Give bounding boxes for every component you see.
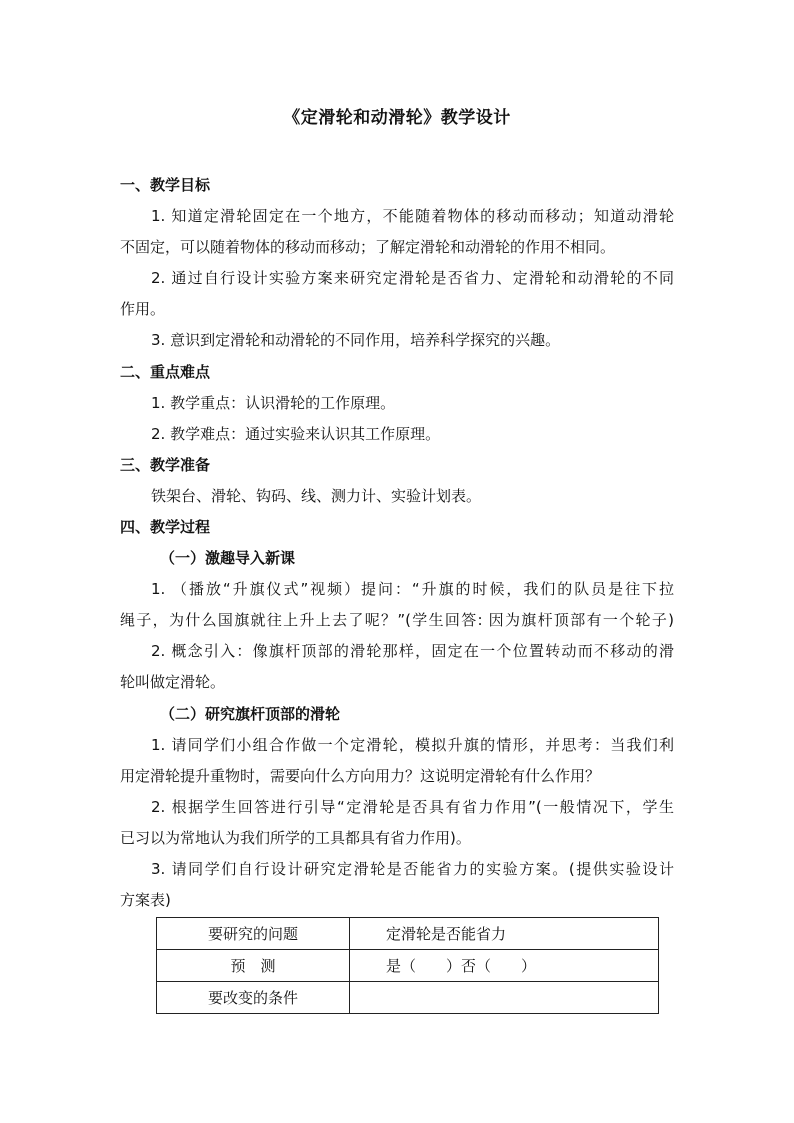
objective-2-line-1: 2. 通过自行设计实验方案来研究定滑轮是否省力、定滑轮和动滑轮的不同	[151, 269, 674, 287]
table-cell-label: 要改变的条件	[157, 982, 350, 1014]
step-b2-line-1: 2. 根据学生回答进行引导“定滑轮是否具有省力作用”(一般情况下，学生	[151, 798, 674, 816]
section-heading-objectives: 一、教学目标	[120, 176, 211, 194]
table-cell-value	[350, 982, 659, 1014]
step-a2-line-2: 轮叫做定滑轮。	[120, 673, 226, 691]
step-b3-line-2: 方案表)	[120, 891, 171, 909]
table-row	[157, 918, 659, 950]
objective-3: 3. 意识到定滑轮和动滑轮的不同作用，培养科学探究的兴趣。	[151, 331, 561, 349]
step-b3-line-1: 3. 请同学们自行设计研究定滑轮是否能省力的实验方案。(提供实验设计	[151, 860, 674, 878]
section-heading-preparation: 三、教学准备	[120, 456, 211, 474]
document-title: 《定滑轮和动滑轮》教学设计	[283, 108, 511, 128]
subsection-heading-1: （一）激趣导入新课	[160, 549, 296, 567]
section-heading-key-points: 二、重点难点	[120, 363, 211, 381]
step-b1-line-2: 用定滑轮提升重物时，需要向什么方向用力？这说明定滑轮有什么作用？	[120, 767, 601, 785]
table-row	[157, 950, 659, 982]
step-a2-line-1: 2. 概念引入：像旗杆顶部的滑轮那样，固定在一个位置转动而不移动的滑	[151, 642, 674, 660]
step-a1-line-2: 绳子，为什么国旗就往上升上去了呢？”(学生回答: 因为旗杆顶部有一个轮子)	[120, 611, 674, 629]
table-row	[157, 982, 659, 1014]
objective-2-line-2: 作用。	[120, 300, 166, 318]
step-a1-line-1: 1. （播放“升旗仪式”视频）提问：“升旗的时候，我们的队员是往下拉	[151, 580, 674, 598]
experiment-plan-table	[156, 917, 659, 1014]
objective-1-line-2: 不固定，可以随着物体的移动而移动；了解定滑轮和动滑轮的作用不相同。	[120, 238, 616, 256]
key-point-2: 2. 教学难点：通过实验来认识其工作原理。	[151, 425, 441, 443]
step-b1-line-1: 1. 请同学们小组合作做一个定滑轮，模拟升旗的情形，并思考：当我们利	[151, 736, 674, 754]
step-b2-line-2: 已习以为常地认为我们所学的工具都具有省力作用)。	[120, 829, 471, 847]
key-point-1: 1. 教学重点：认识滑轮的工作原理。	[151, 394, 396, 412]
objective-1-line-1: 1. 知道定滑轮固定在一个地方，不能随着物体的移动而移动；知道动滑轮	[151, 207, 674, 225]
preparation-materials: 铁架台、滑轮、钩码、线、测力计、实验计划表。	[151, 487, 482, 505]
table-cell-label: 要研究的问题	[157, 918, 350, 950]
table-cell-value: 定滑轮是否能省力	[350, 918, 659, 950]
table-cell-value: 是（ ）否（ ）	[350, 950, 659, 982]
section-heading-process: 四、教学过程	[120, 518, 211, 536]
table-cell-label: 预 测	[157, 950, 350, 982]
subsection-heading-2: （二）研究旗杆顶部的滑轮	[160, 705, 341, 723]
